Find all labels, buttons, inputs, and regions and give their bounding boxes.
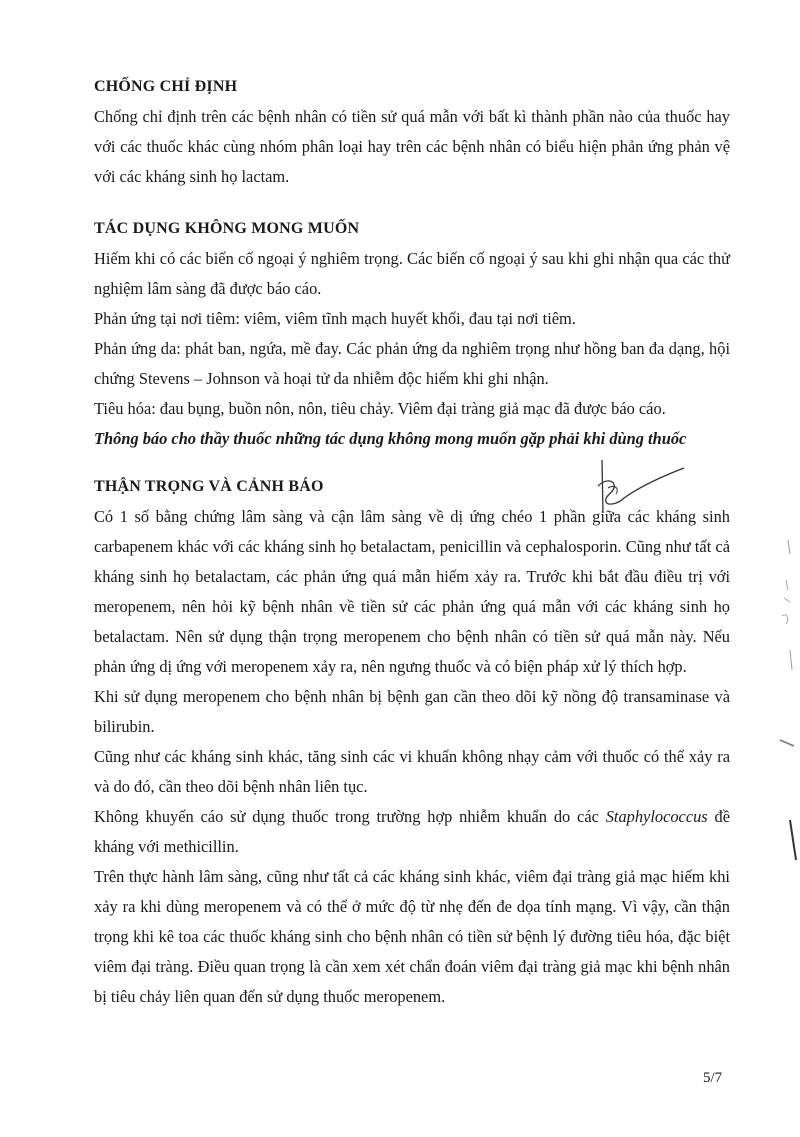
paragraph: Hiếm khi có các biến cố ngoại ý nghiêm trọng. Các biến cố ngoại ý sau khi ghi nhận qua các thử nghiệm lâm sàng đã được báo cáo. <box>94 249 730 298</box>
paragraph-staphylococcus <box>94 802 730 862</box>
paragraph: Phản ứng da: phát ban, ngứa, mề đay. Các phản ứng da nghiêm trọng như hồng ban đa dạng, hội chứng Stevens – Johnson và hoại tử da nhiễm độc hiếm khi ghi nhận. <box>94 339 730 388</box>
heading-contraindications: CHỐNG CHỈ ĐỊNH <box>94 78 238 95</box>
section-side-effects <box>94 214 730 454</box>
page-number: 5/7 <box>703 1070 723 1086</box>
paragraph: Cũng như các kháng sinh khác, tăng sinh các vi khuẩn không nhạy cảm với thuốc có thể xảy ra và do đó, cần theo dõi bệnh nhân liên tục. <box>94 747 730 796</box>
text-run: Không khuyến cáo sử dụng thuốc trong trường hợp nhiễm khuẩn do các <box>94 807 606 826</box>
paragraph: Có 1 số bằng chứng lâm sàng và cận lâm sàng về dị ứng chéo 1 phần giữa các kháng sinh carbapenem khác với các kháng sinh họ betalactam, penicillin và cephalosporin. Cũng như tất cả kháng sinh họ betalactam, các phản ứng quá mẫn hiếm xảy ra. Trước khi bắt đầu điều trị với meropenem, nên hỏi kỹ bệnh nhân về tiền sử các phản ứng quá mẫn với các kháng sinh họ betalactam. Nên sử dụng thận trọng meropenem cho bệnh nhân có tiền sử quá mẫn này. Nếu phản ứng dị ứng với meropenem xảy ra, nên ngưng thuốc và có biện pháp xử lý thích hợp. <box>94 507 730 676</box>
paragraph: Chống chỉ định trên các bệnh nhân có tiền sử quá mẫn với bất kì thành phần nào của thuốc hay với các thuốc khác cùng nhóm phân loại hay trên các bệnh nhân có biểu hiện phản ứng phản vệ với các kháng sinh họ lactam. <box>94 107 730 186</box>
signature-mark <box>588 458 688 518</box>
paragraph: Khi sử dụng meropenem cho bệnh nhân bị bệnh gan cần theo dõi kỹ nồng độ transaminase và bilirubin. <box>94 687 730 736</box>
text-run: đề kháng với methicillin. <box>94 807 730 856</box>
section-precautions <box>94 472 730 1012</box>
organism-name: Staphylococcus <box>605 807 708 826</box>
paragraph: Tiêu hóa: đau bụng, buồn nôn, nôn, tiêu chảy. Viêm đại tràng giả mạc đã được báo cáo. <box>94 399 666 418</box>
document-page <box>94 72 730 1012</box>
side-effect-notice: Thông báo cho thầy thuốc những tác dụng không mong muốn gặp phải khi dùng thuốc <box>94 429 687 448</box>
paragraph: Phản ứng tại nơi tiêm: viêm, viêm tĩnh mạch huyết khối, đau tại nơi tiêm. <box>94 309 576 328</box>
section-contraindications <box>94 72 730 192</box>
paragraph: Trên thực hành lâm sàng, cũng như tất cả các kháng sinh khác, viêm đại tràng giả mạc hiếm khi xảy ra khi dùng meropenem và có thể ở mức độ từ nhẹ đến đe dọa tính mạng. Vì vậy, cần thận trọng khi kê toa các thuốc kháng sinh cho bệnh nhân có tiền sử bệnh lý đường tiêu hóa, đặc biệt viêm đại tràng. Điều quan trọng là cần xem xét chẩn đoán viêm đại tràng giả mạc khi bệnh nhân bị tiêu chảy liên quan đến sử dụng thuốc meropenem. <box>94 867 730 1006</box>
scan-edge-marks <box>760 520 800 880</box>
heading-side-effects: TÁC DỤNG KHÔNG MONG MUỐN <box>94 220 360 237</box>
heading-precautions: THẬN TRỌNG VÀ CẢNH BÁO <box>94 478 324 495</box>
